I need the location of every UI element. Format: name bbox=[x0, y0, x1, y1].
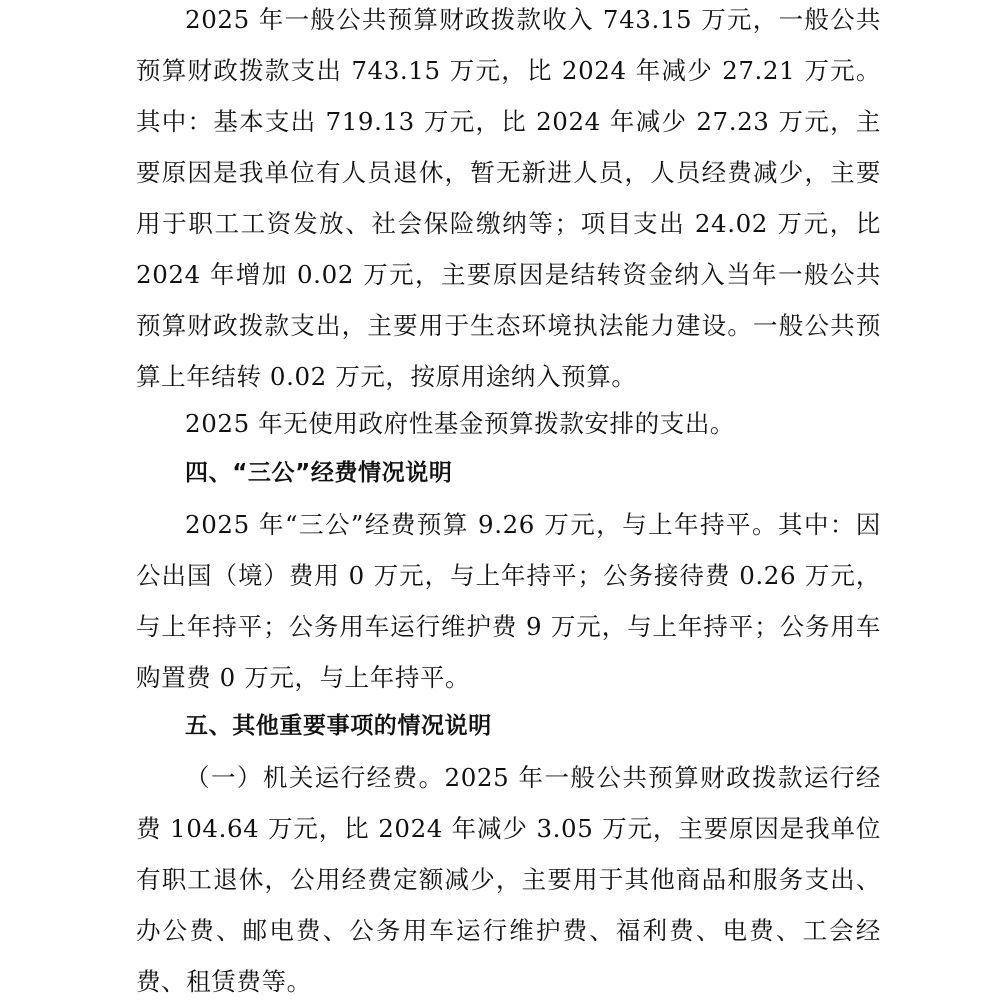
paragraph-government-fund: 2025 年无使用政府性基金预算拨款安排的支出。 bbox=[185, 409, 736, 438]
paragraph-agency-operating-expenses: （一）机关运行经费。2025 年一般公共预算财政拨款运行经费 104.64 万元，比 2024 年减少 3.05 万元，主要原因是我单位有职工退休，公用经费定额减少，主要用于其他商品和服务支出、办公费、邮电费、公务用车运行维护费、福利费、电费、工会经费、租赁费等。 bbox=[136, 763, 881, 996]
section-heading-three-public-expenses: 四、“三公”经费情况说明 bbox=[185, 460, 453, 486]
paragraph-budget-income-expenditure: 2025 年一般公共预算财政拨款收入 743.15 万元，一般公共预算财政拨款支出 743.15 万元，比 2024 年减少 27.21 万元。其中：基本支出 719.13 万元，比 2024 年减少 27.23 万元，主要原因是我单位有人员退休，暂无新进人员，人员经费减少，主要用于职工工资发放、社会保险缴纳等；项目支出 24.02 万元，比 2024 年增加 0.02 万元，主要原因是结转资金纳入当年一般公共预算财政拨款支出，主要用于生态环境执法能力建设。一般公共预算上年结转 0.02 万元，按原用途纳入预算。 bbox=[136, 5, 881, 391]
section-heading-other-matters: 五、其他重要事项的情况说明 bbox=[185, 713, 492, 739]
paragraph-three-public-expenses: 2025 年“三公”经费预算 9.26 万元，与上年持平。其中：因公出国（境）费用 0 万元，与上年持平；公务接待费 0.26 万元，与上年持平；公务用车运行维护费 9 万元，与上年持平；公务用车购置费 0 万元，与上年持平。 bbox=[136, 510, 881, 692]
